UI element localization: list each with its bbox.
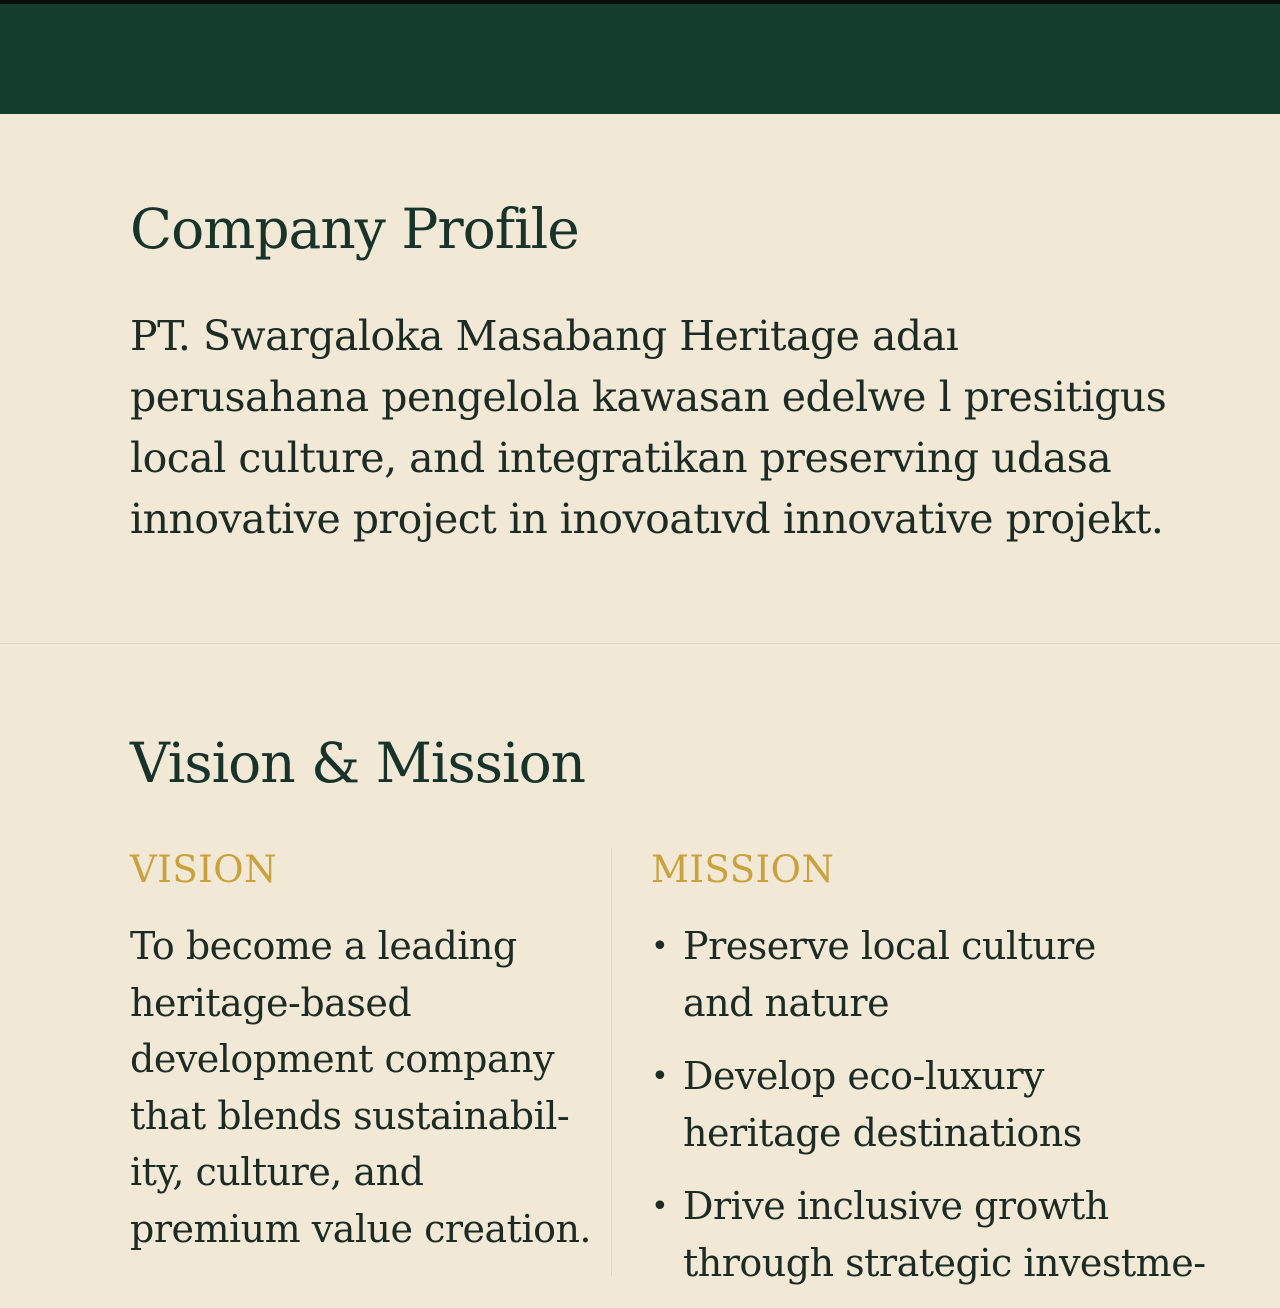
bullet-icon: • [651, 1059, 669, 1094]
company-profile-title: Company Profile [130, 197, 579, 261]
vision-line: development company [130, 1037, 555, 1081]
profile-body-line: innovative project in inovoatıvd innovative projekt. [130, 495, 1164, 543]
vision-line: To become a leading [130, 924, 517, 968]
profile-body-line: local culture, and integratikan preserving udasa [130, 434, 1112, 482]
mission-item-line: through strategic investme- [683, 1241, 1206, 1285]
mission-item [651, 1048, 1251, 1162]
vision-mission-title: Vision & Mission [130, 731, 586, 795]
mission-item-line: Preserve local culture [683, 924, 1096, 968]
section-divider [0, 643, 1280, 644]
vision-line: heritage-based [130, 980, 412, 1025]
vision-text [130, 918, 600, 1257]
column-divider [611, 848, 612, 1276]
bullet-icon: • [651, 929, 669, 964]
mission-item [651, 1178, 1251, 1292]
mission-item-line: heritage destinations [683, 1111, 1082, 1155]
profile-body-line: PT. Swargaloka Masabang Heritage adaı [130, 312, 959, 360]
mission-label: MISSION [651, 848, 835, 891]
bullet-icon: • [651, 1189, 669, 1224]
vision-line: premium value creation. [130, 1206, 592, 1251]
profile-body-line: perusahana pengelola kawasan edelwe l presitigus [130, 373, 1167, 421]
mission-item-line: and nature [683, 981, 890, 1025]
vision-line: that blends sustainabil- [130, 1093, 570, 1138]
vision-label: VISION [130, 848, 278, 891]
mission-item-line: Drive inclusive growth [683, 1184, 1109, 1228]
company-profile-body [130, 306, 1210, 550]
mission-list [651, 918, 1251, 1308]
mission-item-line: Develop eco-luxury [683, 1054, 1044, 1098]
vision-line: ity, culture, and [130, 1150, 424, 1194]
mission-item [651, 918, 1251, 1032]
header-band [0, 4, 1280, 114]
